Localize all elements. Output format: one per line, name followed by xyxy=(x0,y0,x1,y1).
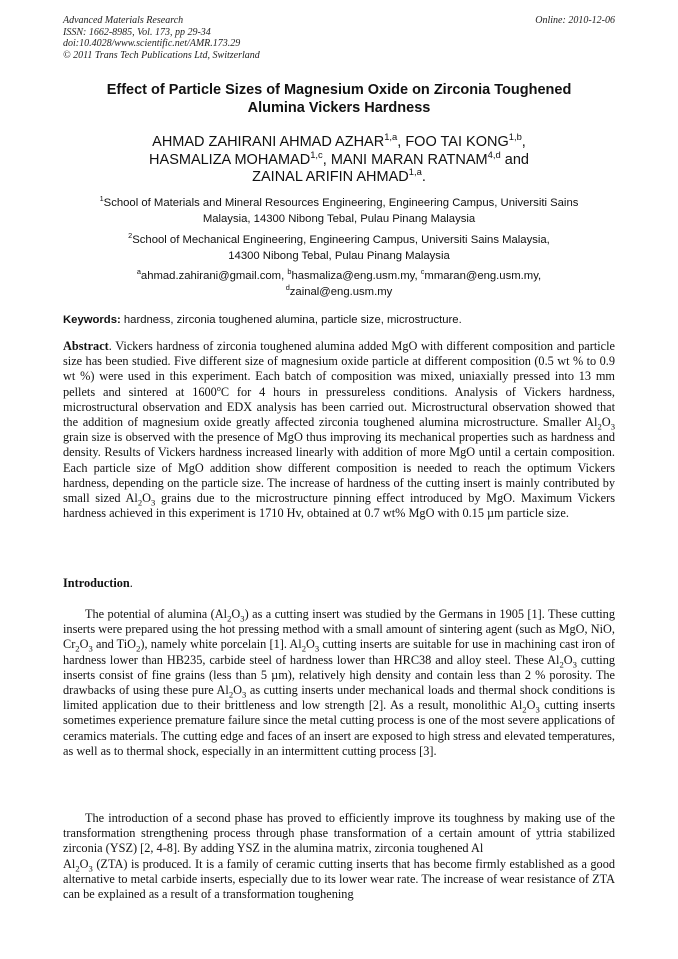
journal-issn: ISSN: 1662-8985, Vol. 173, pp 29-34 xyxy=(63,26,211,38)
subscript: 2 xyxy=(228,689,234,700)
email-address[interactable]: zainal@eng.usm.my xyxy=(289,285,393,298)
keywords-text: hardness, zirconia toughened alumina, particle size, microstructure. xyxy=(120,314,462,326)
author-line: ZAINAL ARIFIN AHMAD$^{1,a}$. xyxy=(252,166,426,185)
subscript: 3 xyxy=(242,689,247,700)
abstract-label: Abstract xyxy=(63,339,109,353)
keywords xyxy=(63,313,615,328)
subscript: 2 xyxy=(522,704,527,715)
subscript: 3 xyxy=(151,497,156,508)
body-text: cutting inserts sometimes experience premature failure since the metal cutting process is one of the most severe applications of ceramics materials. The cutting edge and faces of an insert are exposed to high stress and elevated temperatures, as well as to thermal shock, especially in an intermittent cutting process [3]. xyxy=(63,698,615,758)
body-text: and TiO xyxy=(92,637,137,652)
body-text: cutting inserts are suitable for use in machining cast iron of hardness lower than HB235, carbide steel of hardness lower than HRC38 and alloy steel. These Al xyxy=(63,637,615,667)
body-text: O xyxy=(233,683,243,698)
subscript: 2 xyxy=(227,613,232,624)
abstract-text: . Vickers hardness of zirconia toughened alumina added MgO with different composition and particle size has been studied. Five different size of magnesium oxide particle at different composition (0.5 wt % to 0.9 wt %) were used in this experiment. Each batch of composition was mixed, uniaxially pressed into 13 mm pellets and sintered at 1600 xyxy=(63,339,615,399)
body-text: O xyxy=(79,637,89,652)
email-mark: b xyxy=(287,267,292,277)
body-text: cutting inserts consist of fine grains (less than 5 µm), relatively high density and contain less than 2 % porosity. The drawbacks of using these pure Al xyxy=(63,652,616,698)
author-name: MANI MARAN RATNAM xyxy=(330,151,488,168)
body-text: O xyxy=(231,607,241,621)
email-mark: a xyxy=(136,267,141,277)
subscript: 3 xyxy=(572,659,577,670)
section-heading xyxy=(63,576,133,591)
email-address[interactable]: ahmad.zahirani@gmail.com, xyxy=(140,270,288,282)
body-text: O xyxy=(563,652,573,667)
body-paragraph: The introduction of a second phase has proved to efficiently improve its toughness by making use of the transformation strengthening process through phase transformation of a certain amount of yttria stabilized zirconia (YSZ) [2, 4-8]. By adding YSZ in the alumina matrix, zirconia toughened Al $Al_2O_3$ (ZTA) is produced. It is a family of ceramic cutting inserts that has become firmly established as a good alternative to metal carbide inserts, especially due to its lower wear rate. The increase of wear resistance of ZTA can be explained as a result of a transformation toughening xyxy=(63,811,615,902)
body-text: (ZTA) is produced. It is a family of ceramic cutting inserts that has become firmly established as a good alternative to metal carbide inserts, especially due to its lower wear rate. The increase of wear resistance of ZTA can be explained as a result of a transformation toughening xyxy=(63,856,615,902)
body-text: The introduction of a second phase has proved to efficiently improve its toughness by making use of the transformation strengthening process through phase transformation of a certain amount of yttria stabilized zirconia (YSZ) [2, 4-8]. By adding YSZ in the alumina matrix, zirconia toughened Al xyxy=(63,811,615,856)
subscript: 3 xyxy=(535,704,540,715)
affiliation-2 xyxy=(63,233,615,264)
author-list xyxy=(63,131,615,187)
subscript: 2 xyxy=(597,421,602,432)
subscript: 2 xyxy=(137,497,143,508)
author-affiliation-mark: 1,b xyxy=(508,131,522,143)
body-text: O xyxy=(306,637,315,652)
journal-doi: doi:10.4028/www.scientific.net/AMR.173.29 xyxy=(63,38,241,49)
affiliation-line xyxy=(63,196,615,212)
keywords-label: Keywords: xyxy=(63,314,121,326)
email-mark: c xyxy=(420,267,425,277)
body-text: O xyxy=(526,698,536,713)
author-affiliation-mark: 1,c xyxy=(310,148,323,160)
section-heading-dot: . xyxy=(129,576,133,590)
subscript: 2 xyxy=(559,659,564,670)
paper-title xyxy=(63,81,615,117)
author-emails xyxy=(63,269,615,300)
author-line: HASMALIZA MOHAMAD$^{1,c}$, MANI MARAN RATNAM$^{4,d}$ and xyxy=(149,148,529,168)
subscript: 2 xyxy=(75,863,80,874)
affiliation-text: School of Materials and Mineral Resources Engineering, Engineering Campus, Universiti Sains xyxy=(103,197,579,209)
abstract-text: grain size is observed with the presence of MgO thus improving its mechanical properties such as hardness and density. Results of Vickers hardness increased linearly with addition of more MgO until a certain composition. Each particle size of MgO addition show different composition is needed to reach the optimum Vickers hardness, depending on the particle size. The increase of hardness of the cutting insert is mainly contributed by small sized Al xyxy=(63,430,615,506)
author-name: AHMAD ZAHIRANI AHMAD AZHAR xyxy=(152,134,385,150)
section-heading-text: Introduction xyxy=(63,576,130,590)
journal-header xyxy=(63,15,615,61)
journal-copyright: © 2011 Trans Tech Publications Ltd, Switzerland xyxy=(63,49,260,61)
affiliation-1 xyxy=(63,196,615,227)
subscript: 2 xyxy=(136,643,141,654)
degree-mark: o xyxy=(216,383,221,393)
email-address[interactable]: mmaran@eng.usm.my, xyxy=(424,270,542,282)
author-conjunction: and xyxy=(504,151,529,168)
online-date: Online: 2010-12-06 xyxy=(535,15,615,26)
affiliation-line: 14300 Nibong Tebal, Pulau Pinang Malaysia xyxy=(228,249,450,262)
email-mark: d xyxy=(285,282,290,292)
journal-name: Advanced Materials Research xyxy=(63,15,184,26)
subscript: 3 xyxy=(240,613,245,624)
subscript: 2 xyxy=(301,643,307,654)
affiliation-line xyxy=(63,233,615,249)
subscript: 2 xyxy=(75,643,80,654)
author-name: ZAINAL ARIFIN AHMAD xyxy=(252,169,409,185)
author-name: HASMALIZA MOHAMAD xyxy=(149,151,311,168)
body-text: ), namely white porcelain [1]. Al xyxy=(140,637,302,652)
title-line: Alumina Vickers Hardness xyxy=(247,100,431,116)
author-affiliation-mark: 1,a xyxy=(408,166,422,178)
title-line: Effect of Particle Sizes of Magnesium Oxide on Zirconia Toughened xyxy=(106,82,572,98)
subscript: 3 xyxy=(88,643,93,654)
author-name: FOO TAI KONG xyxy=(405,134,509,150)
email-address[interactable]: hasmaliza@eng.usm.my, xyxy=(291,270,421,282)
author-affiliation-mark: 4,d xyxy=(487,148,501,160)
body-paragraph xyxy=(63,607,615,759)
email-line xyxy=(63,282,615,301)
body-text: O xyxy=(79,856,89,871)
subscript: 3 xyxy=(610,421,615,432)
abstract-text: O xyxy=(142,491,152,506)
affiliation-text: School of Mechanical Engineering, Engineering Campus, Universiti Sains Malaysia, xyxy=(132,234,550,246)
abstract xyxy=(63,339,615,521)
abstract-text: grains due to the microstructure pinning effect introduced by MgO. Maximum Vickers hardness achieved in this experiment is 1710 Hv, obtained at 0.7 wt% MgO with 0.15 µm particle size. xyxy=(63,491,615,521)
author-line: AHMAD ZAHIRANI AHMAD AZHAR$^{1,a}$, FOO TAI KONG$^{1,b}$, xyxy=(152,131,526,150)
body-text: The potential of alumina (Al xyxy=(85,607,228,621)
subscript: 3 xyxy=(88,863,93,874)
affiliation-mark: 2 xyxy=(128,231,133,241)
abstract-text: C for 4 hours in pressureless conditions. Analysis of Vickers hardness, microstructural observation and EDX analysis has been carried out. Microstructural observation showed that the addition of magnesium oxide greatly affected zirconia toughened alumina microstructure. Smaller Al xyxy=(63,384,615,430)
subscript: 3 xyxy=(314,643,320,654)
body-text: ) as a cutting insert was studied by the Germans in 1905 [1]. These cutting inserts were prepared using the hot pressing method with a small amount of sintering agent (such as MgO, NiO, Cr xyxy=(63,607,615,652)
affiliation-line: Malaysia, 14300 Nibong Tebal, Pulau Pinang Malaysia xyxy=(202,212,476,225)
email-line xyxy=(63,269,615,285)
abstract-text: O xyxy=(601,415,611,430)
author-affiliation-mark: 1,a xyxy=(384,131,398,143)
body-text: as cutting inserts under mechanical loads and thermal shock conditions is limited application due to their brittleness and low strength [2]. As a result, monolithic Al xyxy=(63,683,615,713)
affiliation-mark: 1 xyxy=(99,194,104,204)
